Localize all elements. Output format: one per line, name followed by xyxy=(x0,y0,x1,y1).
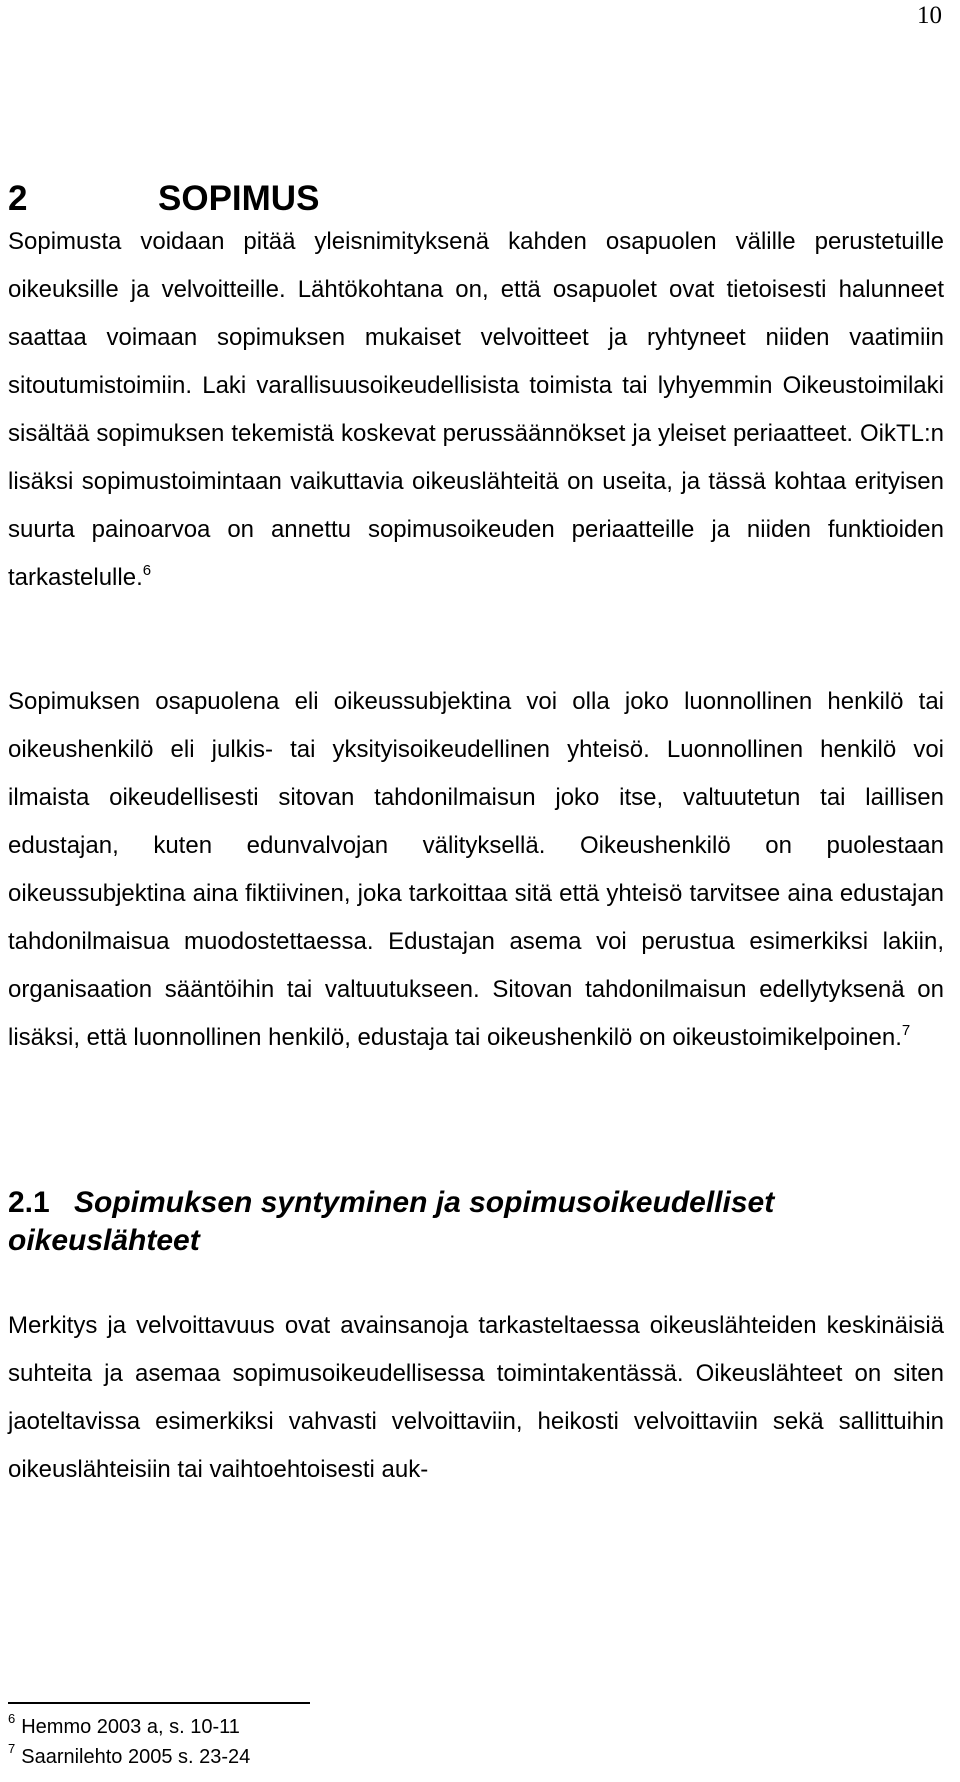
chapter-number: 2 xyxy=(8,179,28,218)
footnote-6-text: Hemmo 2003 a, s. 10-11 xyxy=(21,1716,240,1738)
paragraph-1-text: Sopimusta voidaan pitää yleisnimityksenä kahden osapuolen välille perustetuille oikeuksille ja velvoitteille. Lähtökohtana on, että osapuolet ovat tietoisesti halunneet saattaa voimaan sopimuksen mukaiset velvoitteet ja ryhtyneet niiden vaatimiin sitoutumistoimiin. Laki varallisuusoikeudellisista toimista tai lyhyemmin Oikeustoimilaki sisältää sopimuksen tekemistä koskevat perussäännökset ja yleiset periaatteet. OikTL:n lisäksi sopimustoimintaan vaikuttavia oikeuslähteitä on useita, ja tässä kohtaa erityisen suurta painoarvoa on annettu sopimusoikeuden periaatteille ja niiden funktioiden tarkastelulle. xyxy=(8,228,944,591)
paragraph-2 xyxy=(8,678,944,1062)
footnote-ref-7: 7 xyxy=(901,1022,911,1039)
footnotes xyxy=(8,1712,250,1772)
section-title: Sopimuksen syntyminen ja sopimusoikeudelliset oikeuslähteet xyxy=(8,1186,775,1257)
section-number: 2.1 xyxy=(8,1186,50,1219)
footnote-7-text: Saarnilehto 2005 s. 23-24 xyxy=(21,1746,251,1768)
footnote-6-marker: 6 xyxy=(8,1711,16,1726)
paragraph-3-text: Merkitys ja velvoittavuus ovat avainsanoja tarkasteltaessa oikeuslähteiden keskinäisiä suhteita ja asemaa sopimusoikeudellisessa toimintakentässä. Oikeuslähteet on siten jaoteltavissa esimerkiksi vahvasti velvoittaviin, heikosti velvoittaviin sekä sallittuihin oikeuslähteisiin tai vaihtoehtoisesti auk- xyxy=(8,1312,944,1483)
section-heading xyxy=(8,1184,904,1260)
footnote-divider xyxy=(8,1702,310,1704)
paragraph-1 xyxy=(8,218,944,602)
paragraph-3 xyxy=(8,1302,944,1494)
footnote-7-marker: 7 xyxy=(8,1741,16,1756)
footnote-6 xyxy=(8,1712,250,1742)
chapter-heading xyxy=(8,178,319,220)
footnote-ref-6: 6 xyxy=(142,562,152,579)
footnote-7 xyxy=(8,1742,250,1772)
paragraph-2-text: Sopimuksen osapuolena eli oikeussubjektina voi olla joko luonnollinen henkilö tai oikeushenkilö eli julkis- tai yksityisoikeudellinen yhteisö. Luonnollinen henkilö voi ilmaista oikeudellisesti sitovan tahdonilmaisun joko itse, valtuutetun tai laillisen edustajan, kuten edunvalvojan välityksellä. Oikeushenkilö on puolestaan oikeussubjektina aina fiktiivinen, joka tarkoittaa sitä että yhteisö tarvitsee aina edustajan tahdonilmaisua muodostettaessa. Edustajan asema voi perustua esimerkiksi lakiin, organisaation sääntöihin tai valtuutukseen. Sitovan tahdonilmaisun edellytyksenä on lisäksi, että luonnollinen henkilö, edustaja tai oikeushenkilö on oikeustoimikelpoinen. xyxy=(8,688,944,1051)
chapter-title: SOPIMUS xyxy=(158,179,320,218)
page-number: 10 xyxy=(917,2,942,29)
